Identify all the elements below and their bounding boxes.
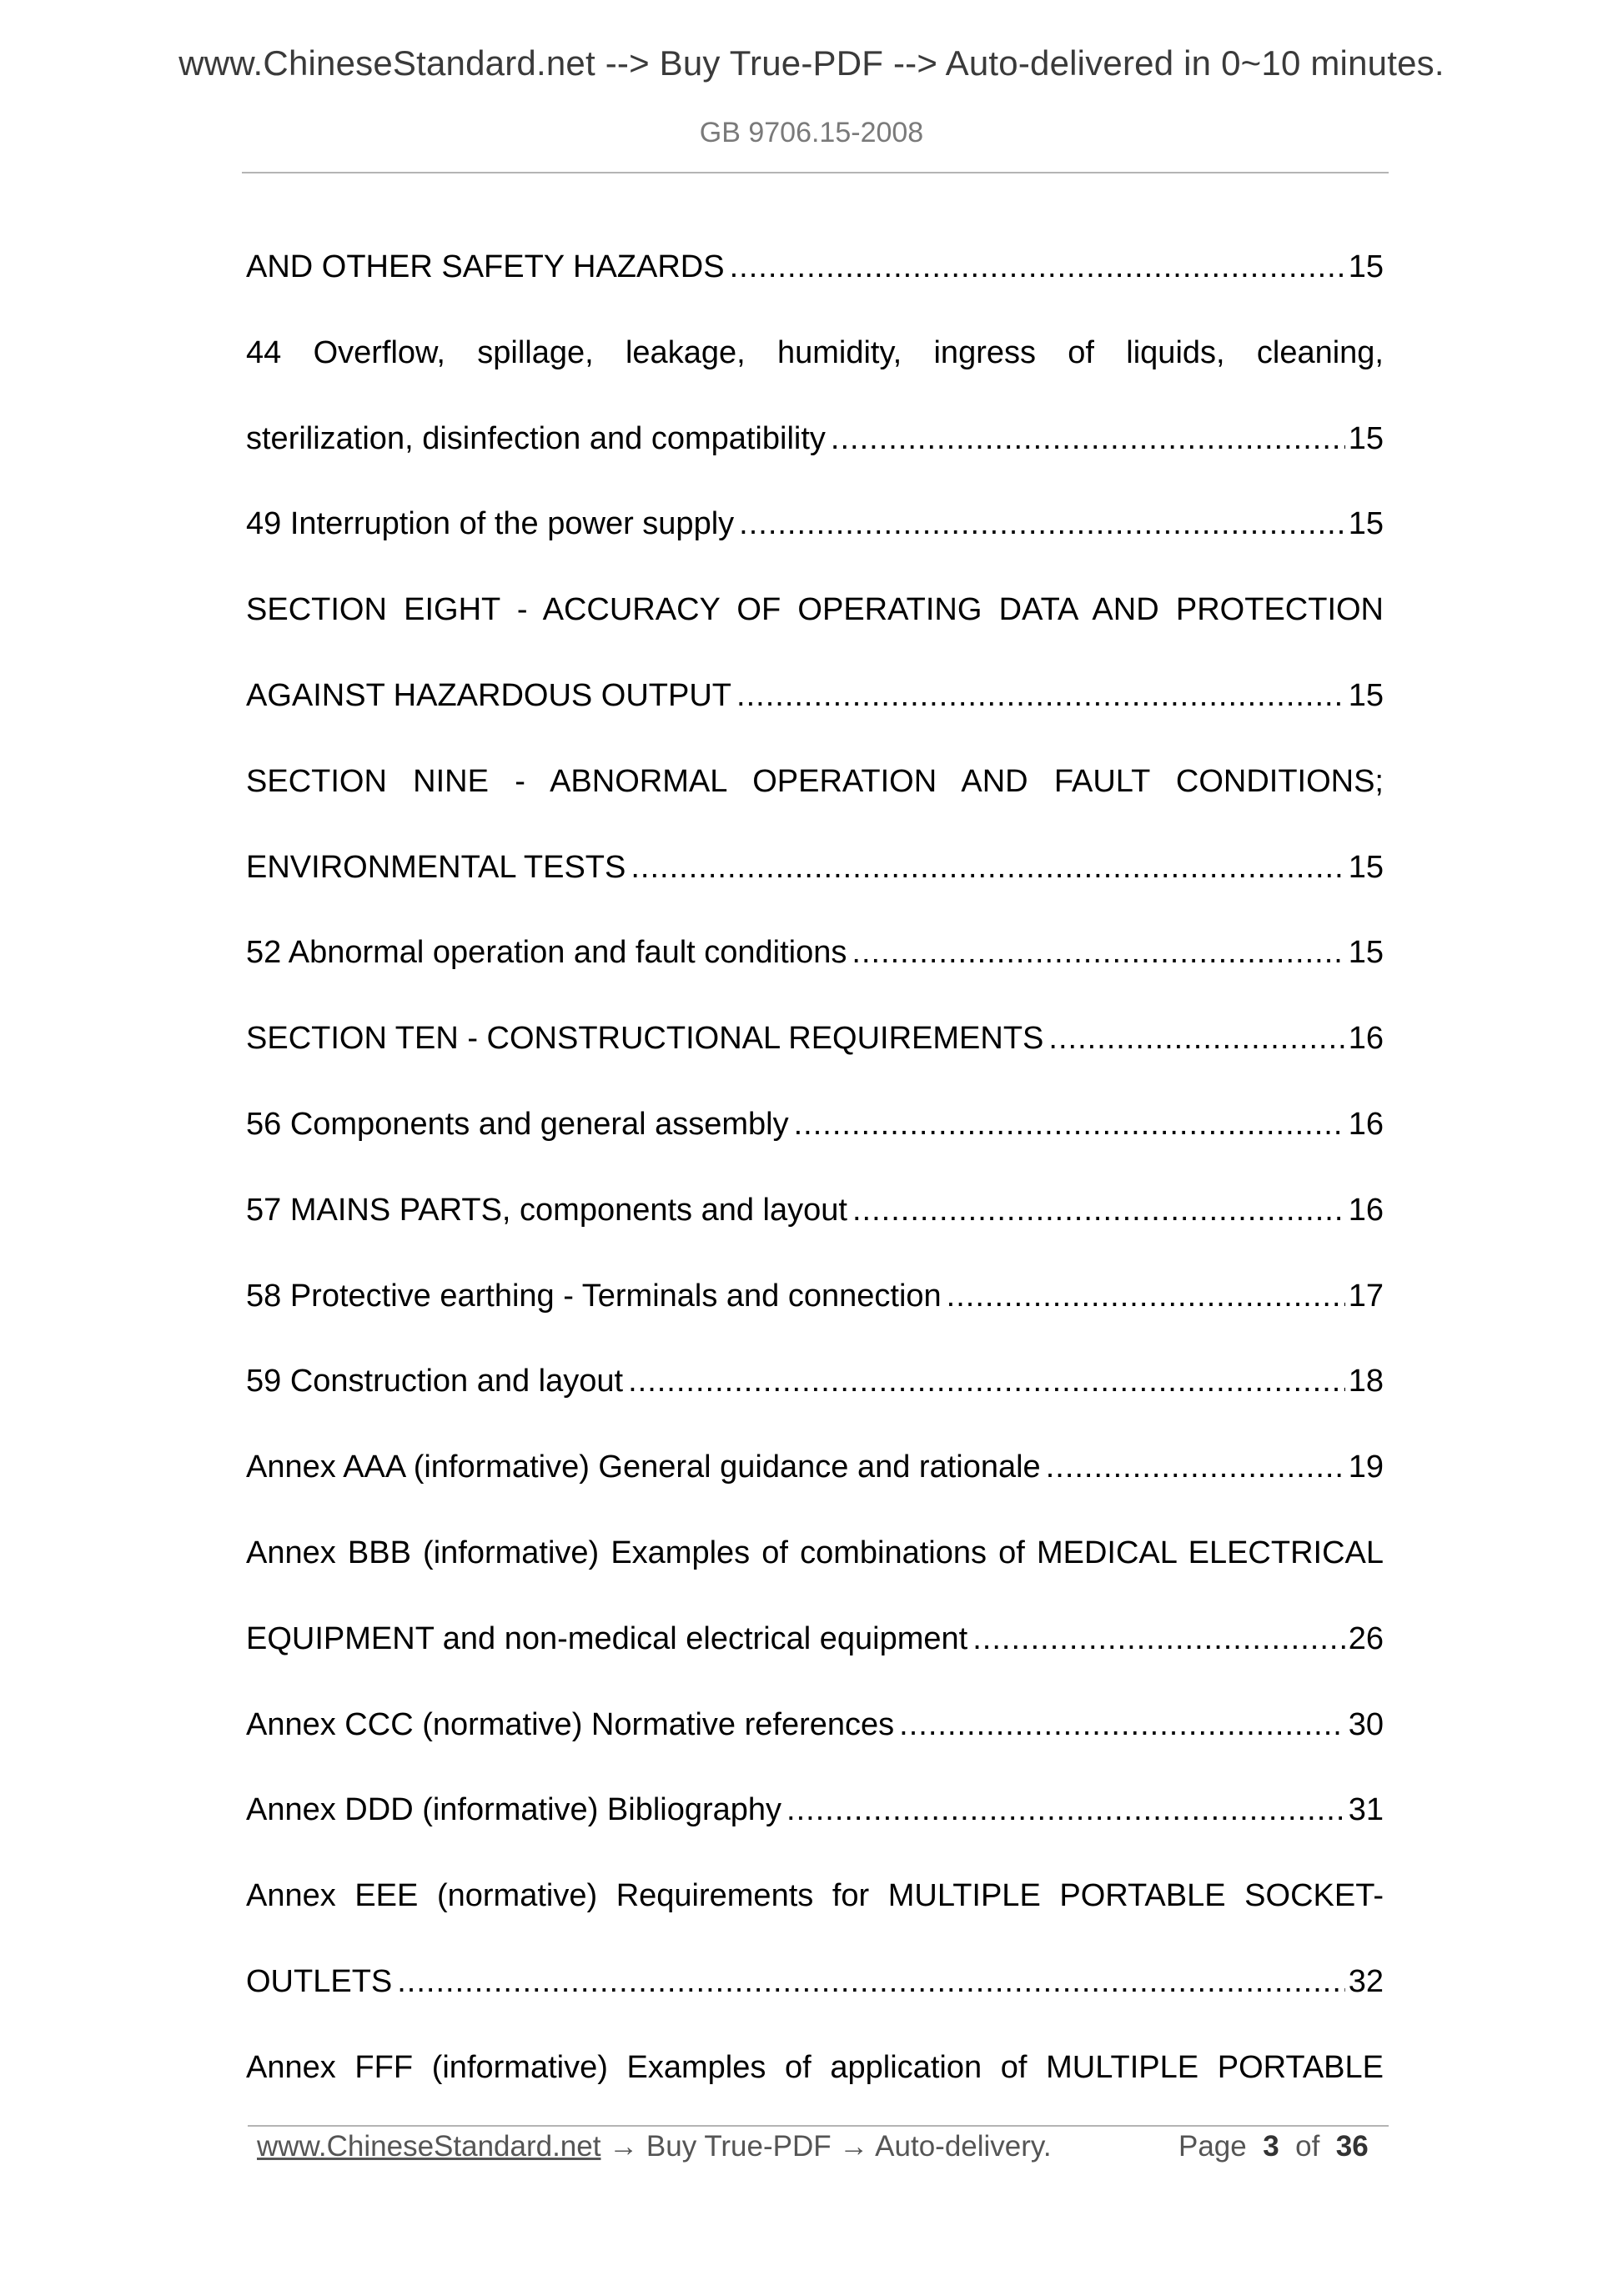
toc-page-number: 15 — [1348, 249, 1384, 284]
toc-entry-title: EQUIPMENT and non-medical electrical equipment — [246, 1620, 968, 1656]
toc-entry-title: 57 MAINS PARTS, components and layout — [246, 1192, 847, 1228]
toc-entry-title: 49 Interruption of the power supply — [246, 506, 735, 542]
toc-page-number: 19 — [1348, 1449, 1384, 1485]
toc-entry-title: Annex DDD (informative) Bibliography — [246, 1792, 782, 1828]
toc-line[interactable] — [246, 1268, 1384, 1354]
toc-entry-title: AGAINST HAZARDOUS OUTPUT — [246, 677, 732, 713]
dot-leader — [852, 1182, 1345, 1238]
toc-line[interactable] — [246, 1439, 1384, 1525]
toc-line[interactable] — [246, 1610, 1384, 1696]
toc-line-wrapped: SECTION NINE - ABNORMAL OPERATION AND FAULT CONDITIONS; — [246, 763, 1384, 799]
header-banner: www.ChineseStandard.net --> Buy True-PDF --> Auto-delivered in 0~10 minutes. — [178, 43, 1445, 83]
toc-page-number: 15 — [1348, 420, 1384, 456]
page-word: Page — [1178, 2130, 1247, 2163]
toc-page-number: 18 — [1348, 1364, 1384, 1399]
toc-line[interactable] — [246, 1353, 1384, 1439]
total-pages: 36 — [1335, 2130, 1369, 2163]
toc-entry-title: ENVIRONMENTAL TESTS — [246, 849, 626, 885]
toc-page-number: 16 — [1348, 1021, 1384, 1057]
footer-tagline: → Buy True-PDF → Auto-delivery. — [600, 2130, 1052, 2163]
toc-line-wrapped: Annex FFF (informative) Examples of application of MULTIPLE PORTABLE — [246, 2049, 1384, 2085]
toc-entry-title: 52 Abnormal operation and fault conditions — [246, 935, 847, 971]
toc-page-number: 31 — [1348, 1792, 1384, 1828]
dot-leader — [736, 667, 1345, 724]
toc-line-wrapped: 44 Overflow, spillage, leakage, humidity, ingress of liquids, cleaning, — [246, 334, 1384, 370]
toc-entry-title: 59 Construction and layout — [246, 1364, 624, 1399]
toc-line-wrapped: SECTION EIGHT - ACCURACY OF OPERATING DATA AND PROTECTION — [246, 592, 1384, 628]
toc-page-number: 32 — [1348, 1963, 1384, 1999]
dot-leader — [1046, 1439, 1345, 1495]
toc-line-wrapped: Annex BBB (informative) Examples of combinations of MEDICAL ELECTRICAL — [246, 1535, 1384, 1570]
toc-line[interactable] — [246, 1696, 1384, 1782]
toc-entry-title: 58 Protective earthing - Terminals and connection — [246, 1278, 942, 1314]
dot-leader — [899, 1696, 1345, 1753]
toc-page-number: 15 — [1348, 677, 1384, 713]
dot-leader — [947, 1268, 1345, 1324]
page-indicator — [1178, 2127, 1369, 2167]
toc-page-number: 15 — [1348, 849, 1384, 885]
header-divider — [242, 172, 1389, 173]
dot-leader — [628, 1353, 1345, 1409]
document-id: GB 9706.15-2008 — [699, 117, 924, 148]
toc-line-wrapped: Annex EEE (normative) Requirements for MULTIPLE PORTABLE SOCKET- — [246, 1878, 1384, 1914]
toc-entry-title: Annex CCC (normative) Normative references — [246, 1706, 895, 1742]
dot-leader — [739, 495, 1345, 552]
toc-entry-title: sterilization, disinfection and compatibility — [246, 420, 826, 456]
footer-left — [257, 2127, 1052, 2167]
dot-leader — [852, 924, 1344, 981]
toc-line[interactable] — [246, 1781, 1384, 1867]
toc-line[interactable] — [246, 1953, 1384, 2039]
dot-leader — [730, 239, 1345, 295]
dot-leader — [786, 1781, 1345, 1838]
dot-leader — [1048, 1010, 1344, 1067]
toc-entry-title: Annex AAA (informative) General guidance and rationale — [246, 1449, 1041, 1485]
toc-entry-title: SECTION TEN - CONSTRUCTIONAL REQUIREMENTS — [246, 1021, 1044, 1057]
footer-site-link[interactable]: www.ChineseStandard.net — [257, 2130, 601, 2163]
toc-page-number: 16 — [1348, 1106, 1384, 1142]
dot-leader — [831, 410, 1345, 467]
toc-line[interactable] — [246, 495, 1384, 581]
table-of-contents — [246, 239, 1384, 2125]
toc-line[interactable] — [246, 410, 1384, 496]
page-number: 3 — [1263, 2130, 1279, 2163]
dot-leader — [972, 1610, 1344, 1667]
dot-leader — [397, 1953, 1344, 2010]
toc-page-number: 15 — [1348, 506, 1384, 542]
toc-line[interactable] — [246, 839, 1384, 925]
toc-page-number: 26 — [1348, 1620, 1384, 1656]
toc-page-number: 17 — [1348, 1278, 1384, 1314]
toc-entry-title: AND OTHER SAFETY HAZARDS — [246, 249, 725, 284]
toc-line[interactable] — [246, 1096, 1384, 1182]
toc-page-number: 15 — [1348, 935, 1384, 971]
toc-page-number: 30 — [1348, 1706, 1384, 1742]
toc-line[interactable] — [246, 239, 1384, 324]
dot-leader — [631, 839, 1344, 896]
toc-line[interactable] — [246, 924, 1384, 1010]
toc-line[interactable] — [246, 667, 1384, 753]
toc-entry-title: 56 Components and general assembly — [246, 1106, 789, 1142]
of-word: of — [1295, 2130, 1320, 2163]
dot-leader — [794, 1096, 1345, 1153]
toc-entry-title: OUTLETS — [246, 1963, 393, 1999]
toc-line[interactable] — [246, 1182, 1384, 1268]
toc-page-number: 16 — [1348, 1192, 1384, 1228]
toc-line[interactable] — [246, 1010, 1384, 1096]
